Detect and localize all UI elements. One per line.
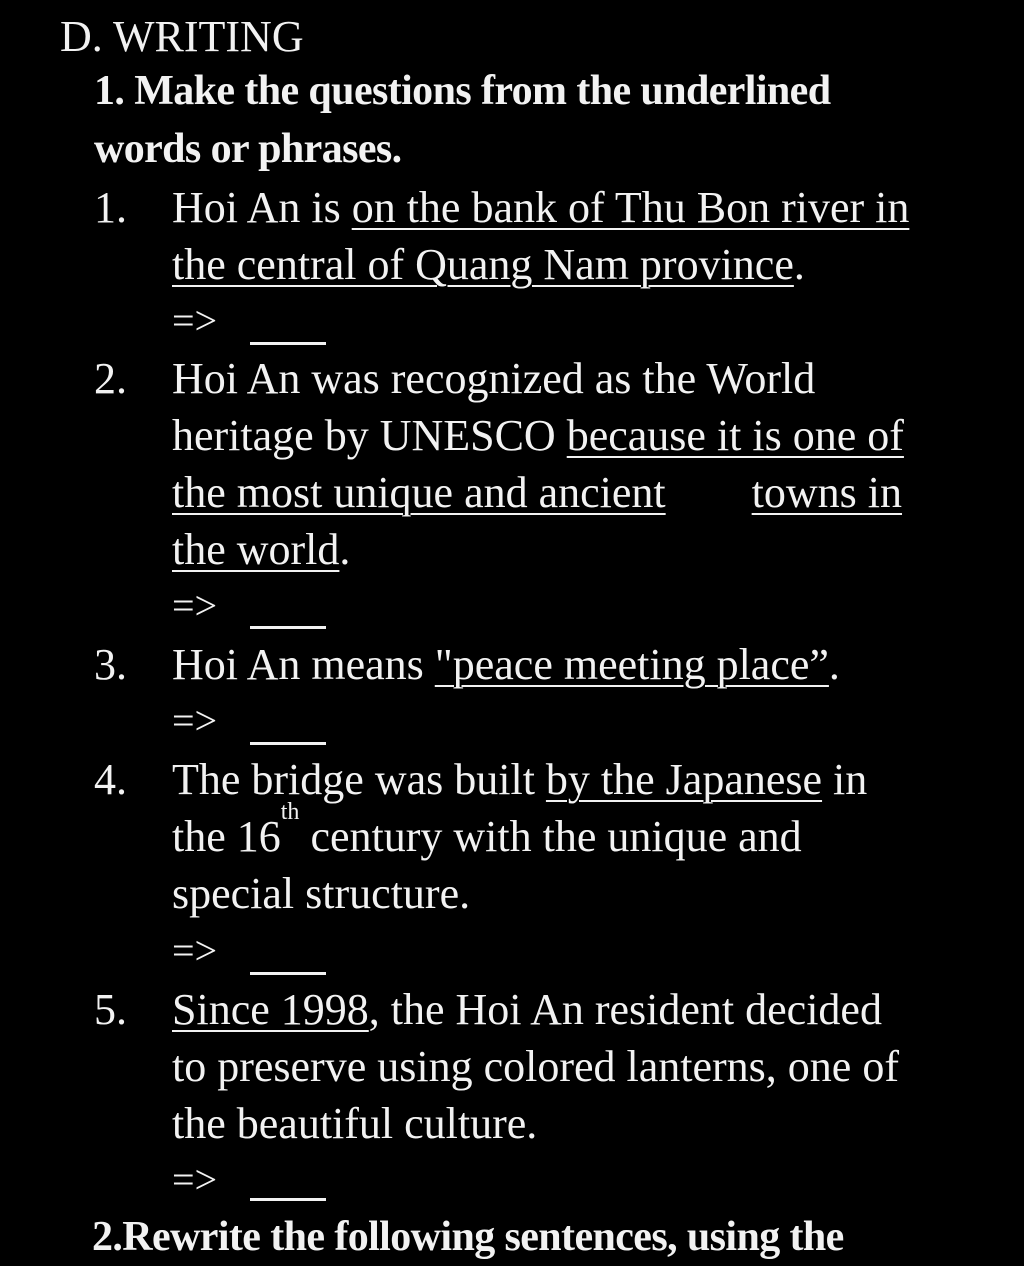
question-4-line2 (172, 799, 802, 864)
question-2-line4 (172, 523, 350, 577)
question-5-line1 (172, 983, 882, 1037)
question-text: heritage by UNESCO (172, 411, 567, 460)
answer-blank[interactable] (250, 972, 326, 975)
underlined-phrase: the most unique and ancient (172, 468, 666, 517)
answer-blank[interactable] (250, 342, 326, 345)
task1-instruction-line1: 1. Make the questions from the underlined (94, 68, 831, 114)
question-5-line2: to preserve using colored lanterns, one of (172, 1042, 899, 1091)
underlined-phrase: "peace meeting place” (434, 640, 829, 689)
answer-blank[interactable] (250, 1198, 326, 1201)
answer-prompt: => (172, 698, 218, 743)
question-text: . (339, 525, 351, 574)
task2-instruction-line1: 2.Rewrite the following sentences, using the (92, 1214, 844, 1260)
answer-prompt: => (172, 583, 218, 628)
question-text: The bridge was built (172, 755, 546, 804)
answer-prompt: => (172, 928, 218, 973)
question-text: Hoi An means (172, 640, 435, 689)
underlined-phrase: on the bank of Thu Bon river in (351, 183, 910, 232)
question-text: , the Hoi An resident decided (368, 985, 882, 1034)
answer-blank[interactable] (250, 626, 326, 629)
question-number: 4. (94, 755, 127, 804)
question-number: 2. (94, 354, 127, 403)
question-1-line1 (172, 181, 909, 235)
question-2-line3 (172, 466, 902, 520)
question-number: 5. (94, 985, 127, 1034)
question-5-line3: the beautiful culture. (172, 1099, 538, 1148)
question-2-line1: Hoi An was recognized as the World (172, 354, 816, 403)
ordinal-superscript: th (280, 799, 300, 825)
task1-instruction-line2: words or phrases. (94, 126, 402, 172)
underlined-phrase: towns in (751, 468, 903, 517)
question-number: 3. (94, 640, 127, 689)
answer-prompt: => (172, 298, 218, 343)
question-4-line1 (172, 753, 867, 807)
question-number: 1. (94, 183, 127, 232)
underlined-phrase: by the Japanese (545, 755, 823, 804)
question-text: . (828, 640, 840, 689)
question-text: century with the unique and (299, 812, 802, 861)
question-3-line1 (172, 638, 840, 692)
section-heading: D. WRITING (60, 12, 304, 61)
underlined-phrase: Since 1998 (172, 985, 369, 1034)
question-4-line3: special structure. (172, 869, 471, 918)
question-text: in (822, 755, 868, 804)
question-1-line2 (172, 238, 805, 292)
question-2-line2 (172, 409, 904, 463)
question-text: Hoi An is (172, 183, 352, 232)
answer-blank[interactable] (250, 742, 326, 745)
underlined-phrase: because it is one of (566, 411, 904, 460)
underlined-phrase: the central of Quang Nam province (172, 240, 794, 289)
underlined-phrase: the world (172, 525, 340, 574)
answer-prompt: => (172, 1157, 218, 1202)
question-text: . (793, 240, 805, 289)
question-text: the 16 (172, 812, 281, 861)
